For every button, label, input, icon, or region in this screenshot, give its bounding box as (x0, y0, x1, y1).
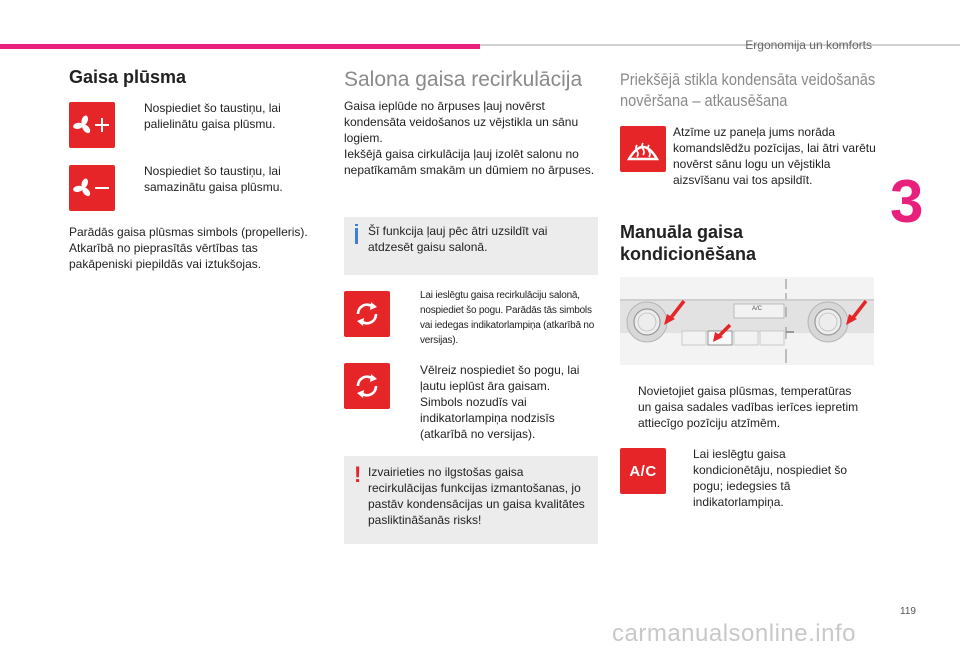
fan-minus-icon (72, 175, 112, 201)
defrost-heading: Priekšējā stikla kondensāta veidošanās novēršana – atkausēšana (620, 70, 876, 110)
recirculation-description: Gaisa ieplūde no ārpuses ļauj novērst kondensāta veidošanos uz vējstikla un sānu logiem. Iekšējā gaisa cirkulācija ļauj izolēt salonu no nepatīkamām smakām un dūmiem no ārpuses. (344, 99, 595, 177)
fan-minus-button (69, 165, 115, 211)
windscreen-demist-button (620, 126, 666, 172)
fan-plus-button (69, 102, 115, 148)
ac-button (620, 448, 666, 494)
recirculation-icon (350, 297, 384, 331)
info-icon-bar (355, 228, 358, 244)
watermark: carmanualsonline.info (612, 620, 856, 647)
controls-position-text: Novietojiet gaisa plūsmas, temperatūras un gaisa sadales vadības ierīces iepretim attiecīgo pozīciju atzīmēm. (638, 384, 859, 430)
warning-icon: ! (354, 462, 362, 487)
header-accent-bar (0, 44, 480, 49)
recirculation-button-on (344, 291, 390, 337)
diagram-ac-label: A/C (752, 306, 763, 312)
decrease-airflow-text: Nospiediet šo taustiņu, lai samazinātu gaisa plūsmu. (144, 164, 283, 194)
warning-box (344, 456, 598, 544)
panel-illustration (620, 277, 874, 365)
info-text: Šī funkcija ļauj pēc ātri uzsildīt vai atdzesēt gaisu salonā. (368, 224, 548, 254)
windscreen-demist-icon (625, 133, 661, 165)
warning-text: Izvairieties no ilgstošas gaisa recirkulācijas funkcijas izmantošanas, jo pastāv kondensācijas un gaisa kvalitātes pasliktināšanās risks! (368, 465, 585, 527)
recirculation-off-text: Vēlreiz nospiediet šo pogu, lai ļautu ieplūst āra gaisam. Simbols nozudīs vai indikatorlampiņa nodzisīs (atkarībā no versijas). (420, 363, 580, 441)
airflow-description: Parādās gaisa plūsmas simbols (propelleris). Atkarībā no pieprasītās vērtības tas pakāpeniski piepildās vai iztukšojas. (69, 225, 308, 271)
recirculation-button-off (344, 363, 390, 409)
page-number: 119 (900, 606, 916, 617)
manual-ac-heading: Manuāla gaisa kondicionēšana (620, 222, 757, 264)
ac-button-label: A/C (629, 462, 657, 480)
recirculation-heading: Salona gaisa recirkulācija (344, 68, 583, 91)
ac-on-text: Lai ieslēgtu gaisa kondicionētāju, nospiediet šo pogu; iedegsies tā indikatorlampiņa. (693, 447, 848, 509)
control-panel-diagram (620, 277, 874, 365)
recirculation-on-text: Lai ieslēgtu gaisa recirkulāciju salonā, nospiediet šo pogu. Parādās tās simbols vai iedegas indikatorlampiņa (atkarībā no versijas). (420, 290, 595, 346)
defrost-text: Atzīme uz paneļa jums norāda komandslēdžu pozīcijas, lai ātri varētu novērst sānu logu un vējstikla aizsvīšanu vai tos apsildīt. (673, 125, 876, 187)
section-title: Ergonomija un komforts (745, 38, 872, 52)
fan-plus-icon (72, 112, 112, 138)
info-icon-dot (355, 224, 358, 226)
recirculation-icon (350, 369, 384, 403)
increase-airflow-text: Nospiediet šo taustiņu, lai palielinātu gaisa plūsmu. (144, 101, 281, 131)
airflow-heading: Gaisa plūsma (69, 67, 187, 87)
chapter-number: 3 (890, 168, 924, 235)
header-rule (480, 44, 960, 46)
info-box (344, 217, 598, 275)
